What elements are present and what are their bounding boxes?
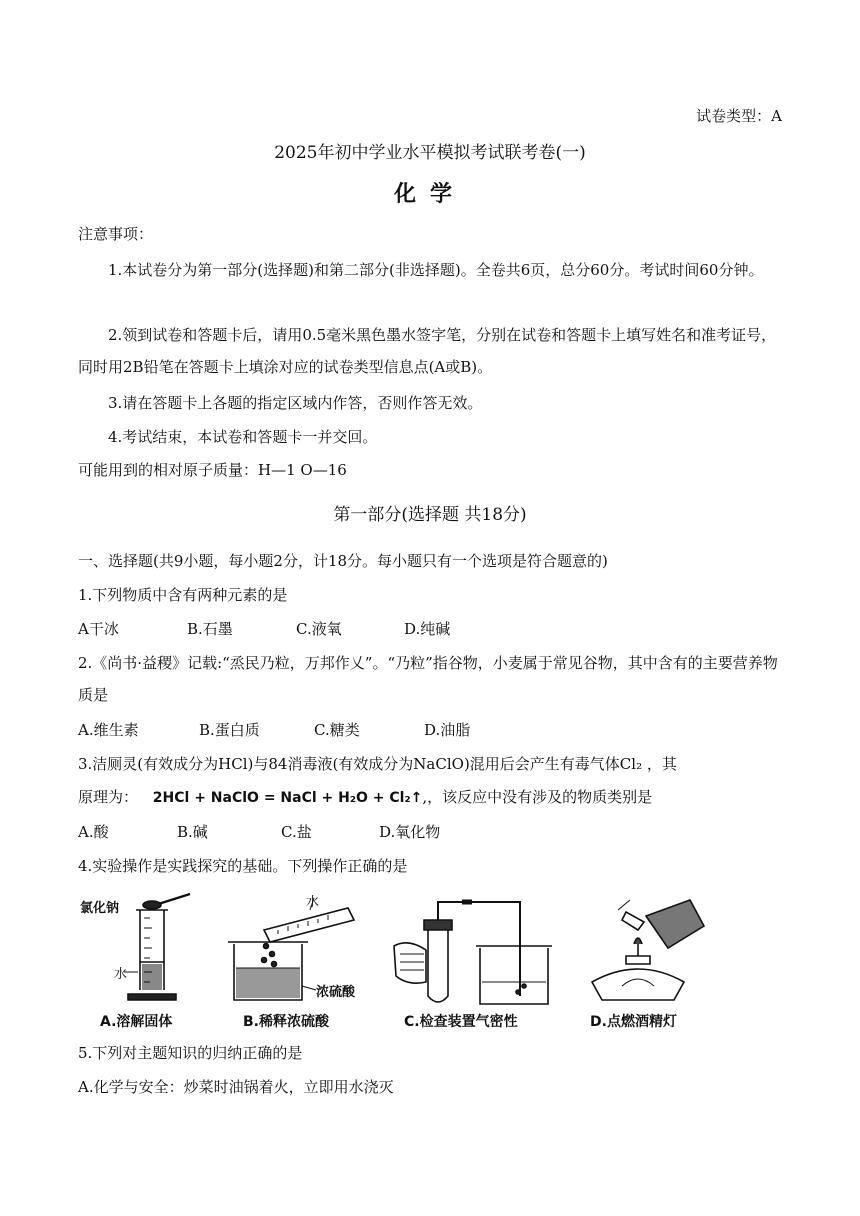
- figure-c-apparatus: [394, 902, 552, 1004]
- caption-b: B.稀释浓硫酸: [243, 1014, 329, 1030]
- question-3-stem-line2: [78, 787, 782, 808]
- part1-title: 第一部分(选择题 共18分): [333, 505, 527, 525]
- question-2-stem: 2.《尚书·益稷》记载:“烝民乃粒，万邦作乂”。“乃粒”指谷物，小麦属于常见谷物，其中含有的主要营养物质是: [78, 654, 778, 704]
- question-5-stem: 5.下列对主题知识的归纳正确的是: [78, 1044, 303, 1062]
- q2-option-c: C.糖类: [314, 721, 360, 739]
- label-water-a: 水: [114, 967, 128, 982]
- caption-c: C.检查装置气密性: [404, 1014, 518, 1030]
- q1-option-b: B.石墨: [187, 620, 233, 638]
- exam-title: 2025年初中学业水平模拟考试联考卷(一): [274, 143, 586, 163]
- question-4-stem: 4.实验操作是实践探究的基础。下列操作正确的是: [78, 857, 408, 875]
- label-nacl: 氯化钠: [80, 901, 120, 916]
- notice-item-3: 3.请在答题卡上各题的指定区域内作答，否则作答无效。: [108, 394, 483, 412]
- q2-option-a: A.维生素: [78, 721, 139, 739]
- subject-title: 化学: [393, 181, 466, 207]
- q1-option-c: C.液氧: [296, 620, 342, 638]
- notice-item-2: 2.领到试卷和答题卡后，请用0.5毫米黑色墨水签字笔，分别在试卷和答题卡上填写姓名和准考证号，同时用2B铅笔在答题卡上填涂对应的试卷类型信息点(A或B)。: [78, 326, 777, 376]
- paper-type: 试卷类型：A: [696, 107, 782, 125]
- notice-item-4: 4.考试结束，本试卷和答题卡一并交回。: [108, 428, 378, 446]
- figure-a-cylinder: [124, 894, 190, 1000]
- q3-option-c: C.盐: [281, 823, 312, 841]
- question-3-stem-line1: 3.洁厕灵(有效成分为HCl)与84消毒液(有效成分为NaClO)混用后会产生有毒气体Cl₂ ，其: [78, 755, 677, 773]
- q3-option-b: B.碱: [177, 823, 208, 841]
- q3-equation: 2HCl + NaClO = NaCl + H₂O + Cl₂↑: [152, 790, 423, 806]
- question-1-stem: 1.下列物质中含有两种元素的是: [78, 586, 288, 604]
- caption-a: A.溶解固体: [100, 1014, 173, 1030]
- q1-option-a: A干冰: [78, 620, 119, 638]
- atomic-mass-note: 可能用到的相对原子质量：H—1 O—16: [78, 461, 347, 479]
- section-heading: 一、选择题(共9小题，每小题2分，计18分。每小题只有一个选项是符合题意的): [78, 552, 608, 570]
- caption-d: D.点燃酒精灯: [590, 1014, 677, 1030]
- label-acid: 浓硫酸: [316, 985, 356, 1000]
- q2-option-b: B.蛋白质: [199, 721, 260, 739]
- q1-option-d: D.纯碱: [404, 620, 451, 638]
- q3-stem-prefix: 原理为：: [78, 788, 139, 806]
- notice-item-1: 1.本试卷分为第一部分(选择题)和第二部分(非选择题)。全卷共6页，总分60分。考试时间60分钟。: [108, 261, 764, 279]
- q3-option-a: A.酸: [78, 823, 109, 841]
- notice-heading: 注意事项：: [78, 225, 154, 243]
- q4-figure: [78, 886, 718, 1034]
- q2-option-d: D.油脂: [424, 721, 471, 739]
- q3-stem-suffix: ,，该反应中没有涉及的物质类别是: [422, 788, 653, 806]
- label-water-b: 水: [306, 895, 320, 910]
- q3-option-d: D.氧化物: [379, 823, 441, 841]
- q5-option-a: A.化学与安全：炒菜时油锅着火，立即用水浇灭: [78, 1078, 394, 1096]
- figure-d-lamp: [592, 900, 704, 1000]
